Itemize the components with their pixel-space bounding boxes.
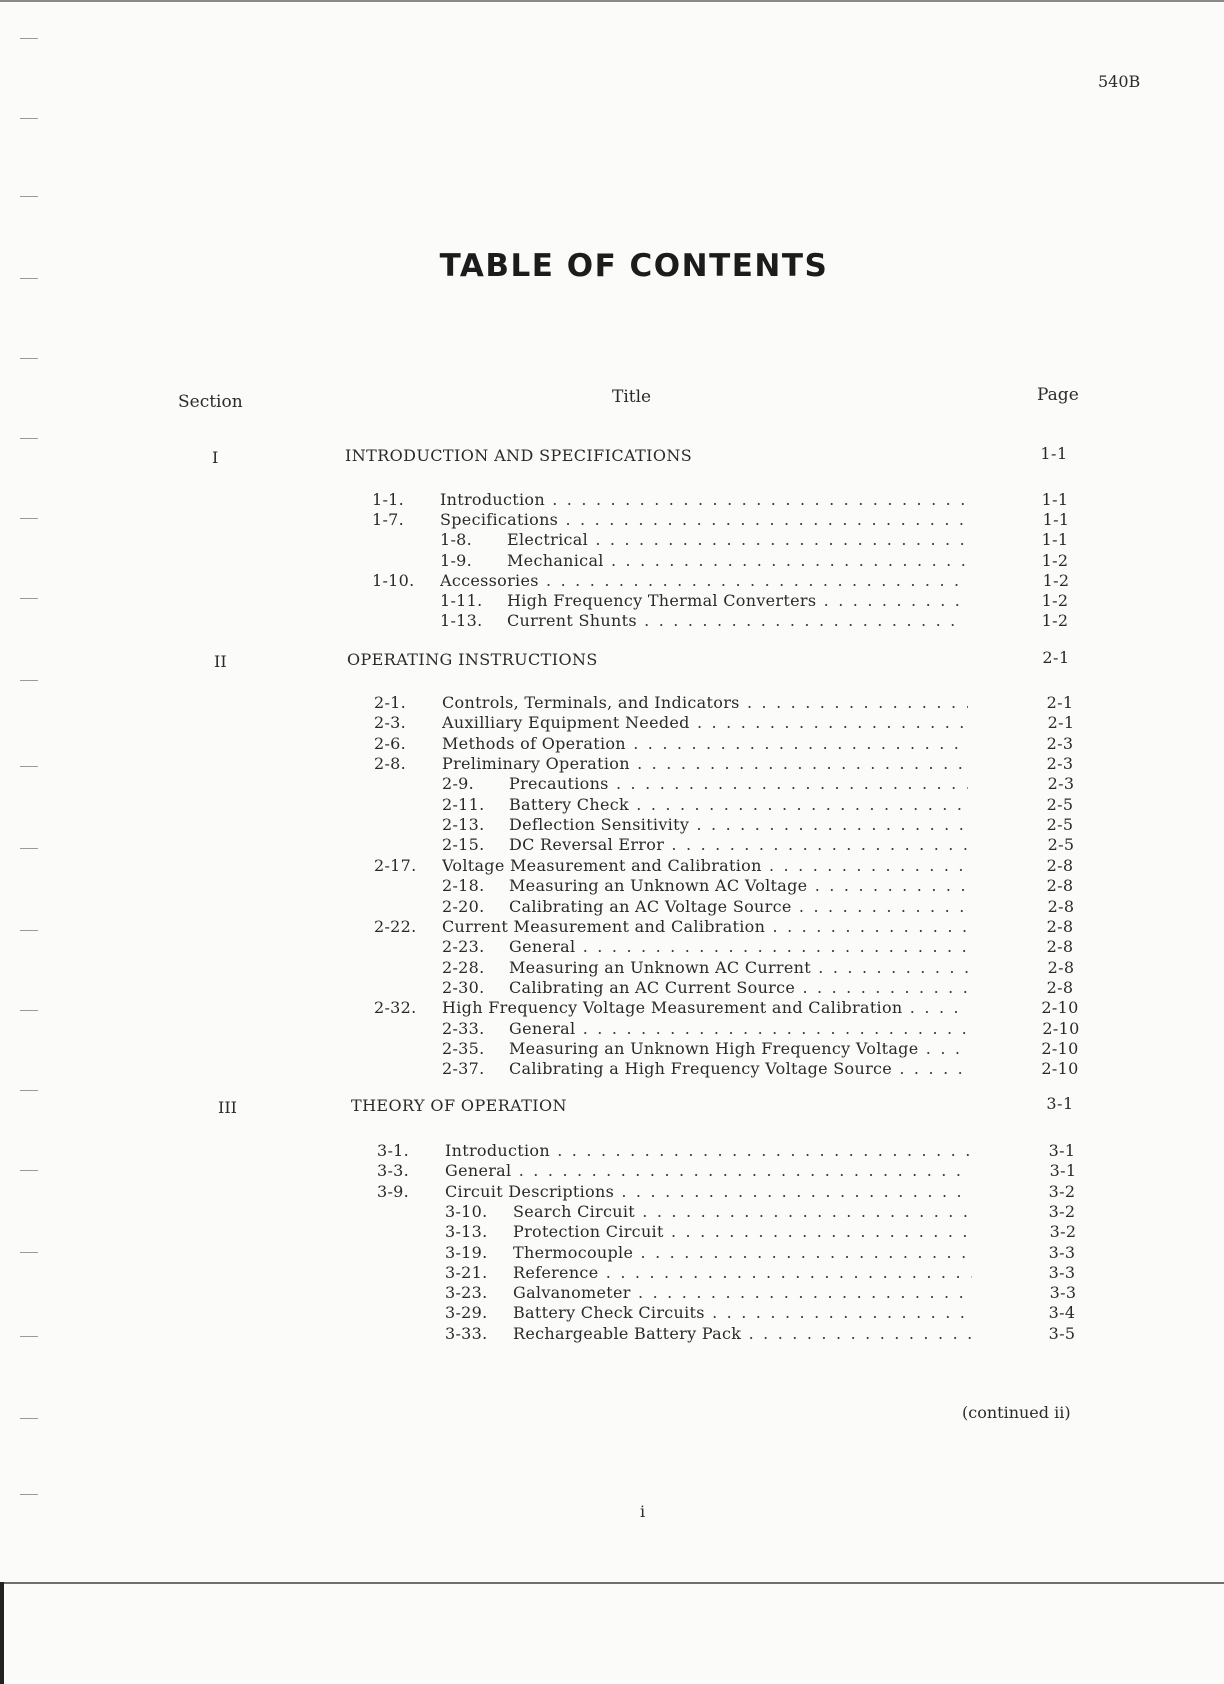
entry-page: 2-8 xyxy=(1046,978,1074,997)
entry-page: 2-10 xyxy=(1041,1039,1079,1058)
entry-page: 3-4 xyxy=(1048,1303,1076,1322)
section-page: 3-1 xyxy=(1046,1094,1074,1113)
entry-page: 2-1 xyxy=(1047,713,1075,732)
entry-title: Measuring an Unknown AC Voltage . . . xyxy=(509,876,968,895)
entry-page: 2-5 xyxy=(1046,795,1074,814)
toc-entry xyxy=(0,958,1224,978)
toc-entry xyxy=(0,1324,1224,1344)
toc-entry xyxy=(0,530,1224,550)
entry-title: High Frequency Voltage Measurement and Calibration . . . xyxy=(442,998,968,1017)
toc-entry xyxy=(0,611,1224,631)
section-title: THEORY OF OPERATION xyxy=(351,1096,567,1115)
entry-number: 3-3. xyxy=(377,1161,410,1180)
entry-number: 2-28. xyxy=(442,958,485,977)
entry-page: 2-10 xyxy=(1041,1059,1079,1078)
entry-number: 2-8. xyxy=(374,754,407,773)
entry-number: 3-10. xyxy=(445,1202,488,1221)
entry-title: Preliminary Operation . . . xyxy=(442,754,968,773)
entry-number: 2-30. xyxy=(442,978,485,997)
toc-entry xyxy=(0,510,1224,530)
section-numeral: II xyxy=(214,652,227,671)
toc-entry xyxy=(0,937,1224,957)
entry-page: 3-2 xyxy=(1048,1202,1076,1221)
entry-title: General . . . xyxy=(445,1161,972,1180)
entry-page: 3-1 xyxy=(1048,1141,1076,1160)
entry-number: 2-32. xyxy=(374,998,417,1017)
toc-entry xyxy=(0,1059,1224,1079)
toc-entry xyxy=(0,693,1224,713)
entry-number: 3-13. xyxy=(445,1222,488,1241)
entry-page: 2-1 xyxy=(1046,693,1074,712)
entry-title: Search Circuit . . . xyxy=(513,1202,972,1221)
toc-entry xyxy=(0,1019,1224,1039)
entry-page: 3-3 xyxy=(1048,1263,1076,1282)
entry-number: 1-1. xyxy=(372,490,405,509)
entry-title: Circuit Descriptions . . . xyxy=(445,1182,972,1201)
entry-page: 3-5 xyxy=(1048,1324,1076,1343)
toc-entry xyxy=(0,713,1224,733)
toc-entry xyxy=(0,591,1224,611)
entry-title: Measuring an Unknown AC Current . . . xyxy=(509,958,968,977)
section-column-header: Section xyxy=(178,392,243,412)
entry-page: 2-8 xyxy=(1046,876,1074,895)
section-page: 2-1 xyxy=(1042,648,1070,667)
entry-title: Rechargeable Battery Pack . . . xyxy=(513,1324,972,1343)
section-title: OPERATING INSTRUCTIONS xyxy=(347,650,598,669)
entry-page: 2-3 xyxy=(1046,734,1074,753)
entry-title: High Frequency Thermal Converters . . . xyxy=(507,591,965,610)
bottom-edge-rule xyxy=(0,1582,1224,1584)
toc-entry xyxy=(0,734,1224,754)
toc-entry xyxy=(0,490,1224,510)
entry-title: Voltage Measurement and Calibration . . . xyxy=(442,856,968,875)
toc-entry xyxy=(0,774,1224,794)
entry-number: 3-21. xyxy=(445,1263,488,1282)
toc-entry xyxy=(0,876,1224,896)
margin-tick xyxy=(20,1090,38,1091)
entry-number: 2-35. xyxy=(442,1039,485,1058)
entry-page: 2-10 xyxy=(1042,1019,1080,1038)
section-numeral: III xyxy=(218,1098,237,1117)
entry-number: 1-7. xyxy=(372,510,405,529)
entry-number: 3-9. xyxy=(377,1182,410,1201)
margin-tick xyxy=(20,196,38,197)
entry-title: Auxilliary Equipment Needed . . . xyxy=(442,713,968,732)
entry-number: 3-19. xyxy=(445,1243,488,1262)
entry-number: 2-11. xyxy=(442,795,485,814)
entry-title: General . . . xyxy=(509,1019,968,1038)
entry-page: 2-8 xyxy=(1046,937,1074,956)
entry-title: Current Shunts . . . xyxy=(507,611,965,630)
entry-number: 2-22. xyxy=(374,917,417,936)
page-number: i xyxy=(640,1502,646,1521)
page-column-header: Page xyxy=(1037,385,1079,405)
toc-entry xyxy=(0,1263,1224,1283)
entry-number: 3-23. xyxy=(445,1283,488,1302)
entry-page: 3-1 xyxy=(1049,1161,1077,1180)
entry-number: 2-3. xyxy=(374,713,407,732)
title-column-header: Title xyxy=(612,387,652,407)
page-title: TABLE OF CONTENTS xyxy=(439,248,829,284)
section-title: INTRODUCTION AND SPECIFICATIONS xyxy=(345,446,693,465)
continued-note: (continued ii) xyxy=(962,1403,1071,1422)
entry-title: Introduction . . . xyxy=(445,1141,972,1160)
entry-page: 1-2 xyxy=(1041,551,1069,570)
toc-entry xyxy=(0,815,1224,835)
entry-number: 2-33. xyxy=(442,1019,485,1038)
entry-page: 1-2 xyxy=(1041,591,1069,610)
entry-number: 2-20. xyxy=(442,897,485,916)
toc-entry xyxy=(0,897,1224,917)
toc-entry xyxy=(0,1182,1224,1202)
entry-title: Accessories . . . xyxy=(440,571,965,590)
toc-entry xyxy=(0,1141,1224,1161)
entry-number: 2-1. xyxy=(374,693,407,712)
entry-number: 1-8. xyxy=(440,530,473,549)
entry-title: Calibrating an AC Voltage Source . . . xyxy=(509,897,968,916)
entry-page: 1-1 xyxy=(1041,490,1069,509)
entry-page: 2-3 xyxy=(1047,774,1075,793)
toc-entry xyxy=(0,551,1224,571)
margin-tick xyxy=(20,118,38,119)
toc-entry xyxy=(0,1039,1224,1059)
entry-title: Battery Check Circuits . . . xyxy=(513,1303,972,1322)
toc-entry xyxy=(0,917,1224,937)
entry-title: Introduction . . . xyxy=(440,490,965,509)
toc-entry xyxy=(0,835,1224,855)
entry-number: 3-1. xyxy=(377,1141,410,1160)
entry-title: Mechanical . . . xyxy=(507,551,965,570)
margin-tick xyxy=(20,438,38,439)
entry-title: Galvanometer . . . xyxy=(513,1283,972,1302)
entry-title: Methods of Operation . . . xyxy=(442,734,968,753)
entry-number: 1-10. xyxy=(372,571,415,590)
entry-page: 2-8 xyxy=(1047,897,1075,916)
toc-entry xyxy=(0,795,1224,815)
margin-tick xyxy=(20,38,38,39)
entry-title: Calibrating a High Frequency Voltage Source . . . xyxy=(509,1059,968,1078)
toc-entry xyxy=(0,571,1224,591)
entry-page: 1-1 xyxy=(1041,530,1069,549)
entry-page: 2-8 xyxy=(1046,856,1074,875)
entry-number: 1-9. xyxy=(440,551,473,570)
entry-title: Protection Circuit . . . xyxy=(513,1222,972,1241)
toc-entry xyxy=(0,998,1224,1018)
entry-number: 3-33. xyxy=(445,1324,488,1343)
entry-number: 2-13. xyxy=(442,815,485,834)
entry-title: Thermocouple . . . xyxy=(513,1243,972,1262)
toc-entry xyxy=(0,1161,1224,1181)
entry-title: Electrical . . . xyxy=(507,530,965,549)
entry-number: 2-23. xyxy=(442,937,485,956)
entry-page: 2-3 xyxy=(1046,754,1074,773)
scan-edge-shadow xyxy=(0,1582,4,1684)
entry-number: 2-6. xyxy=(374,734,407,753)
entry-number: 2-18. xyxy=(442,876,485,895)
entry-page: 1-2 xyxy=(1041,611,1069,630)
margin-tick xyxy=(20,1494,38,1495)
entry-title: General . . . xyxy=(509,937,968,956)
entry-number: 2-15. xyxy=(442,835,485,854)
margin-tick xyxy=(20,1418,38,1419)
entry-title: Calibrating an AC Current Source . . . xyxy=(509,978,968,997)
entry-page: 3-2 xyxy=(1048,1182,1076,1201)
toc-entry xyxy=(0,1283,1224,1303)
entry-page: 3-2 xyxy=(1049,1222,1077,1241)
margin-tick xyxy=(20,358,38,359)
entry-page: 3-3 xyxy=(1049,1283,1077,1302)
toc-entry xyxy=(0,754,1224,774)
entry-page: 2-8 xyxy=(1047,958,1075,977)
entry-title: Specifications . . . xyxy=(440,510,965,529)
document-id: 540B xyxy=(1098,72,1141,91)
entry-title: DC Reversal Error . . . xyxy=(509,835,968,854)
entry-page: 3-3 xyxy=(1048,1243,1076,1262)
toc-entry xyxy=(0,978,1224,998)
entry-page: 2-8 xyxy=(1046,917,1074,936)
entry-number: 2-9. xyxy=(442,774,475,793)
margin-tick xyxy=(20,680,38,681)
entry-number: 1-11. xyxy=(440,591,483,610)
toc-entry xyxy=(0,1222,1224,1242)
entry-title: Measuring an Unknown High Frequency Voltage . . . xyxy=(509,1039,968,1058)
entry-title: Controls, Terminals, and Indicators . . . xyxy=(442,693,968,712)
entry-page: 2-5 xyxy=(1046,815,1074,834)
toc-entry xyxy=(0,1303,1224,1323)
entry-page: 1-2 xyxy=(1042,571,1070,590)
entry-title: Battery Check . . . xyxy=(509,795,968,814)
top-edge-rule xyxy=(0,0,1224,2)
entry-page: 2-5 xyxy=(1047,835,1075,854)
entry-number: 2-17. xyxy=(374,856,417,875)
entry-page: 1-1 xyxy=(1042,510,1070,529)
entry-page: 2-10 xyxy=(1041,998,1079,1017)
toc-entry xyxy=(0,856,1224,876)
section-page: 1-1 xyxy=(1040,444,1068,463)
section-numeral: I xyxy=(212,448,219,467)
entry-title: Reference . . . xyxy=(513,1263,972,1282)
toc-entry xyxy=(0,1243,1224,1263)
entry-number: 3-29. xyxy=(445,1303,488,1322)
entry-title: Deflection Sensitivity . . . xyxy=(509,815,968,834)
entry-title: Precautions . . . xyxy=(509,774,968,793)
entry-title: Current Measurement and Calibration . . . xyxy=(442,917,968,936)
toc-entry xyxy=(0,1202,1224,1222)
entry-number: 2-37. xyxy=(442,1059,485,1078)
entry-number: 1-13. xyxy=(440,611,483,630)
